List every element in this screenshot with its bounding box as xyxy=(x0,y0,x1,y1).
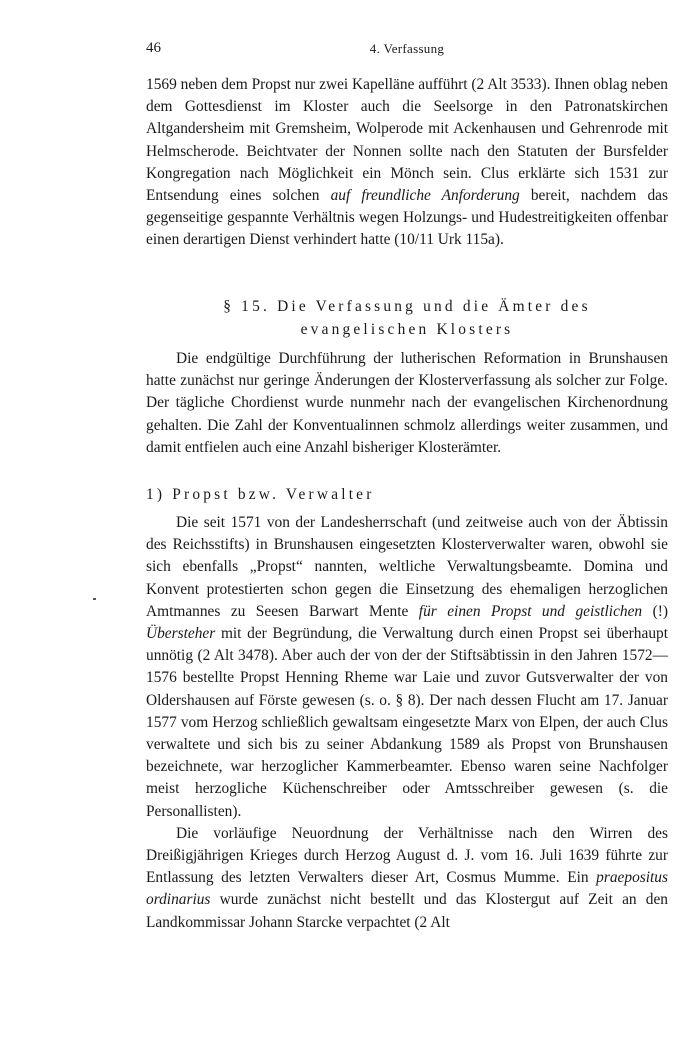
page-header xyxy=(146,40,668,60)
paragraph-3-text-a: Die seit 1571 von der Landesherrschaft (und zeitweise auch von der Äbtissin des Reichsstifts) in Brunshausen eingesetzten Klosterverwalter waren, obwohl sie sich ebenfalls „Propst“ nannten, weltliche Verwaltungsbeamte. Domina und Konvent protestierten schon gegen die Einsetzung des ehemaligen herzoglichen Amtmannes zu Seesen Barwart Mente xyxy=(146,514,668,620)
section-heading xyxy=(146,295,668,341)
paragraph-2 xyxy=(146,348,668,459)
paragraph-1-text: 1569 neben dem Propst nur zwei Kapelläne aufführt (2 Alt 3533). Ihnen oblag neben dem Gottesdienst im Kloster auch die Seelsorge in den Patronatskirchen Altgandersheim mit Gremsheim, Wolperode mit Ackenhausen und Gehrenrode mit Helmscherode. Beichtvater der Nonnen sollte nach den Statuten der Bursfelder Kongregation nach Möglichkeit ein Mönch sein. Clus erklärte sich 1531 zur Entsendung eines solchen xyxy=(146,76,669,205)
paragraph-3-text-c: mit der Begründung, die Verwaltung durch einen Propst sei überhaupt unnötig (2 Alt 3478). Aber auch der von der der Stiftsäbtissin in den Jahren 1572—1576 bestellte Propst Henning Rheme war Laie und zuvor Gutsverwalter der von Oldershausen auf Förste gewesen (s. o. § 8). Der nach dessen Flucht am 17. Januar 1577 vom Herzog schließlich gewaltsam eingesetzte Marx von Elpen, der auch Clus verwaltete und sich bis zu seiner Abdankung 1589 als Propst von Brunshausen bezeichnete, war herzoglicher Kammerbeamter. Ebenso waren seine Nachfolger meist herzogliche Küchenschreiber oder Amtsschreiber gewesen (s. die Personallisten). xyxy=(146,625,668,820)
section-heading-line-1: § 15. Die Verfassung und die Ämter des xyxy=(223,298,591,315)
body-text xyxy=(146,512,668,934)
paragraph-4-text-b: wurde zunächst nicht bestellt und das Klostergut auf Zeit an den Landkommissar Johann Starcke verpachtet (2 Alt xyxy=(146,891,668,931)
paragraph-1-end: bereit, nachdem das gegenseitige gespannte Verhältnis wegen Holzungs- und Hudestreitigkeiten offenbar einen derartigen Dienst verhindert hatte (10/11 Urk 115a). xyxy=(146,187,668,249)
running-head: 4. Verfassung xyxy=(369,41,445,56)
paragraph-1 xyxy=(146,74,668,252)
paragraph-3-emphasis-1: für einen Propst und geistlichen xyxy=(418,602,643,620)
paragraph-3 xyxy=(146,512,668,823)
subsection-heading: 1) Propst bzw. Verwalter xyxy=(146,486,375,503)
paragraph-1-emphasis: auf freundliche Anforderung xyxy=(330,187,520,205)
section-heading-line-2: evangelischen Klosters xyxy=(300,321,514,338)
page-number: 46 xyxy=(146,40,161,56)
paragraph-3-text-b: (!) xyxy=(652,602,668,620)
paragraph-4-emphasis: praepositus ordinarius xyxy=(146,869,668,909)
paragraph-3-emphasis-2: Übersteher xyxy=(146,625,216,643)
paragraph-2-text: Die endgültige Durchführung der lutherischen Reformation in Brunshausen hatte zunächst nur geringe Änderungen der Klosterverfassung als solcher zur Folge. Der tägliche Chordienst wurde nunmehr nach der evangelischen Kirchenordnung gehalten. Die Zahl der Konventualinnen schmolz allerdings weiter zusammen, und damit entfielen auch eine Anzahl bisheriger Klosterämter. xyxy=(146,350,668,456)
margin-mark xyxy=(93,598,96,600)
paragraph-4-text-a: Die vorläufige Neuordnung der Verhältnisse nach den Wirren des Dreißigjährigen Krieges durch Herzog August d. J. vom 16. Juli 1639 führte zur Entlassung des letzten Verwalters dieser Art, Cosmus Mumme. Ein xyxy=(146,824,668,887)
paragraph-4 xyxy=(146,823,668,934)
